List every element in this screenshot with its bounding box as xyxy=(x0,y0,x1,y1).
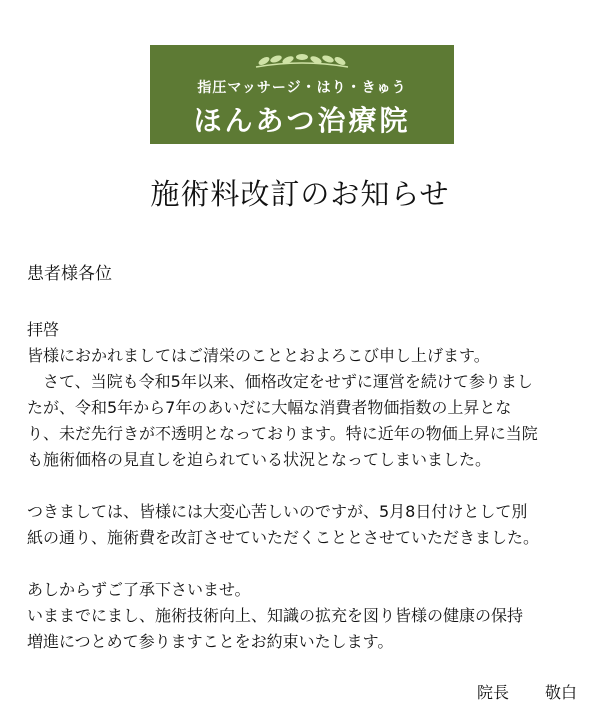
body-line: 増進につとめて参りますことをお約束いたします。 xyxy=(27,632,394,651)
signature xyxy=(477,680,577,703)
letter-body xyxy=(27,317,587,655)
body-line: 拝啓 xyxy=(27,320,60,339)
body-line: も施術価格の見直しを迫られている状況となってしまいました。 xyxy=(27,450,492,469)
body-line: 皆様におかれましてはご清栄のこととおよろこび申し上げます。 xyxy=(27,346,490,365)
body-line: 紙の通り、施術費を改訂させていただくこととさせていただきました。 xyxy=(27,528,540,547)
body-line: たが、令和5年から7年のあいだに大幅な消費者物価指数の上昇とな xyxy=(27,398,512,417)
salutation: 患者様各位 xyxy=(27,264,112,284)
body-line: り、未だ先行きが不透明となっております。特に近年の物価上昇に当院 xyxy=(27,424,538,443)
body-line: さて、当院も令和5年以来、価格改定をせずに運営を続けて参りまし xyxy=(27,372,533,391)
body-line: いままでにまし、施術技術向上、知識の拡充を図り皆様の健康の保持 xyxy=(27,606,524,625)
paragraph-spacer xyxy=(27,551,587,577)
paragraph-spacer xyxy=(27,473,587,499)
logo-clinic-name: ほんあつ治療院 xyxy=(193,104,411,137)
leaf-ornament-icon xyxy=(252,51,352,75)
page-title: 施術料改訂のお知らせ xyxy=(150,177,450,211)
body-line: つきましては、皆様には大変心苦しいのですが、5月8日付けとして別 xyxy=(27,502,528,521)
clinic-logo xyxy=(150,45,454,144)
logo-subtitle: 指圧マッサージ・はり・きゅう xyxy=(197,80,407,96)
signature-role: 院長 xyxy=(476,683,509,702)
signature-closing: 敬白 xyxy=(544,683,577,702)
body-line: あしからずご了承下さいませ。 xyxy=(27,580,251,599)
